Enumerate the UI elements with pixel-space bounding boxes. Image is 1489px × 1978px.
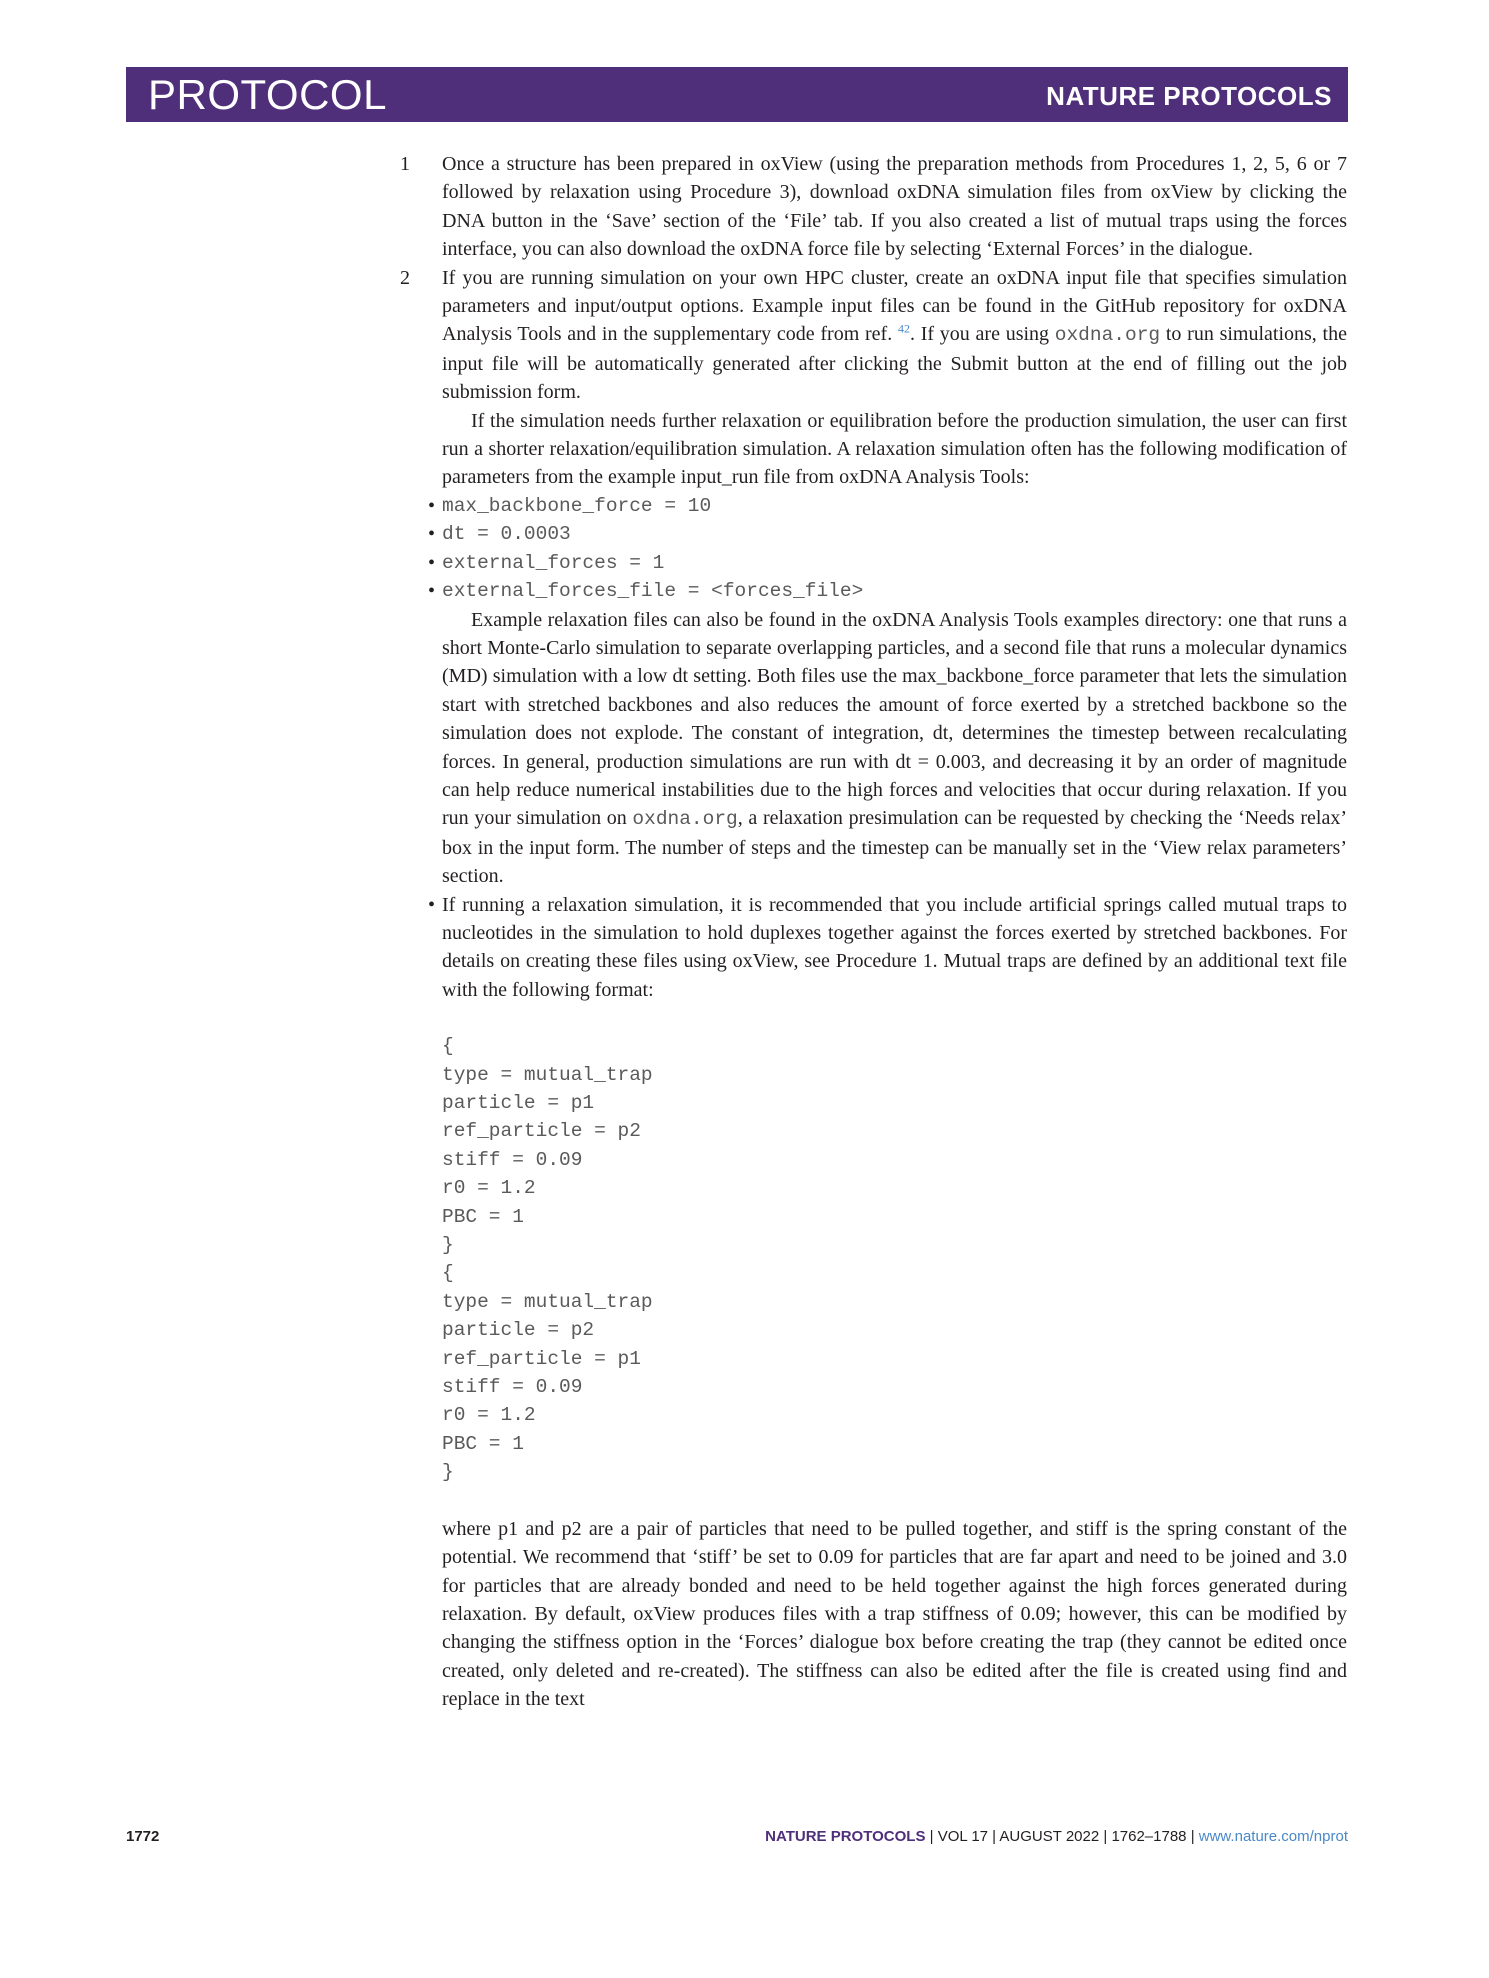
text-run: If you are running simulation on your own HPC cluster, create an oxDNA input file that specifies simulation parameters and input/output options. Example input files can be found in the GitHub repository for oxDNA Analysis Tools and in the supplementary code from ref. [442,266,1347,346]
step-1 [400,150,1347,264]
relaxation-intro: If the simulation needs further relaxation or equilibration before the production simulation, the user can first run a shorter relaxation/equilibration simulation. A relaxation simulation often has the following modification of parameters from the example input_run file from oxDNA Analysis Tools: [442,409,1347,489]
code-line: particle = p2 [442,1319,595,1342]
relaxation-files-text [442,606,1347,891]
closing-text: where p1 and p2 are a pair of particles that need to be pulled together, and stiff is the spring constant of the potential. We recommend that ‘stiff’ be set to 0.09 for particles that are far apart and need to be joined and 3.0 for particles that are already bonded and need to be held together against the high forces generated during relaxation. By default, oxView produces files with a trap stiffness of 0.09; however, this can be modified by changing the stiffness option in the ‘Forces’ dialogue box before creating the trap (they cannot be edited once created, only deleted and re-created). The stiffness can also be edited after the file is created using find and replace in the text [442,1517,1347,1711]
text-run: Example relaxation files can also be found in the oxDNA Analysis Tools examples directory: one that runs a short Monte-Carlo simulation to separate overlapping particles, and a second file that runs a molecular dynamics (MD) simulation with a low dt setting. Both files use the max_backbone_force parameter that lets the simulation start with stretched backbones and also reduces the amount of force exerted by a stretched backbone so the simulation does not explode. The constant of integration, dt, determines the timestep between recalculating forces. In general, production simulations are run with dt = 0.003, and decreasing it by an order of magnitude can help reduce numerical instabilities due to the high forces and velocities that occur during relaxation. If you run your simulation on [442,608,1347,830]
code-line: ref_particle = p1 [442,1347,641,1370]
page-footer [126,1828,1348,1852]
step-text [442,264,1347,407]
parameter-item: • external_forces = 1 [428,551,665,574]
footer-url[interactable]: www.nature.com/nprot [1198,1828,1348,1845]
code-block [442,1032,1347,1487]
code-line: particle = p1 [442,1092,595,1114]
code-line: } [442,1234,454,1257]
footer-journal: NATURE PROTOCOLS [765,1828,926,1845]
mutual-trap-bullet: • If running a relaxation simulation, it is recommended that you include artificial springs called mutual traps to nucleotides in the simulation to hold duplexes together against the forces exerted by stretched backbones. For details on creating these files using oxView, see Procedure 1. Mutual traps are defined by an additional text file with the following format: [428,893,1347,1001]
page-number: 1772 [126,1828,160,1845]
citation: NATURE PROTOCOLS | VOL 17 | AUGUST 2022 | 1762–1788 | www.nature.com/nprot [765,1828,1348,1845]
main-content [400,150,1347,1714]
parameter-list [428,492,1347,1714]
code-line: r0 = 1.2 [442,1177,536,1200]
section-label: PROTOCOL [148,71,387,118]
code-line: { [442,1035,454,1058]
code-line: stiff = 0.09 [442,1148,583,1171]
header-banner [126,67,1348,122]
code-line: PBC = 1 [442,1205,524,1228]
parameter-item: • dt = 0.0003 [428,523,571,546]
footer-date: AUGUST 2022 [999,1828,1100,1845]
code-line: type = mutual_trap [442,1063,653,1086]
step-text: Once a structure has been prepared in oxView (using the preparation methods from Procedures 1, 2, 5, 6 or 7 followed by relaxation using Procedure 3), download oxDNA simulation files from oxView by clicking the DNA button in the ‘Save’ section of the ‘File’ tab. If you also created a list of mutual traps using the forces interface, you can also download the oxDNA force file by selecting ‘External Forces’ in the dialogue. [442,153,1347,261]
code-line: ref_particle = p2 [442,1120,641,1143]
text-run: to run simulations, the input file will be automatically generated after clicking the Submit button at the end of filling out the job submission form. [442,323,1347,404]
journal-name: NATURE PROTOCOLS [1046,81,1332,111]
text-run: , a relaxation presimulation can be requested by checking the ‘Needs relax’ box in the input form. The number of steps and the timestep can be manually set in the ‘View relax parameters’ section. [442,807,1347,888]
site-link[interactable]: oxdna.org [1054,324,1161,347]
footer-volume: VOL 17 [937,1828,989,1845]
code-line: stiff = 0.09 [442,1376,583,1399]
code-line: PBC = 1 [442,1432,524,1455]
code-line: } [442,1461,454,1484]
parameter-item: • max_backbone_force = 10 [428,494,712,517]
step-number: 1 [400,153,410,175]
text-run: . If you are using [909,323,1055,346]
site-link[interactable]: oxdna.org [632,808,738,831]
reference-link[interactable]: 42 [897,321,910,336]
code-line: r0 = 1.2 [442,1404,536,1427]
parameter-item: • external_forces_file = <forces_file> [428,580,864,603]
code-line: { [442,1262,454,1285]
code-line: type = mutual_trap [442,1290,653,1313]
footer-pages: 1762–1788 [1111,1828,1187,1845]
step-number: 2 [400,266,410,289]
step-2 [400,264,1347,1714]
